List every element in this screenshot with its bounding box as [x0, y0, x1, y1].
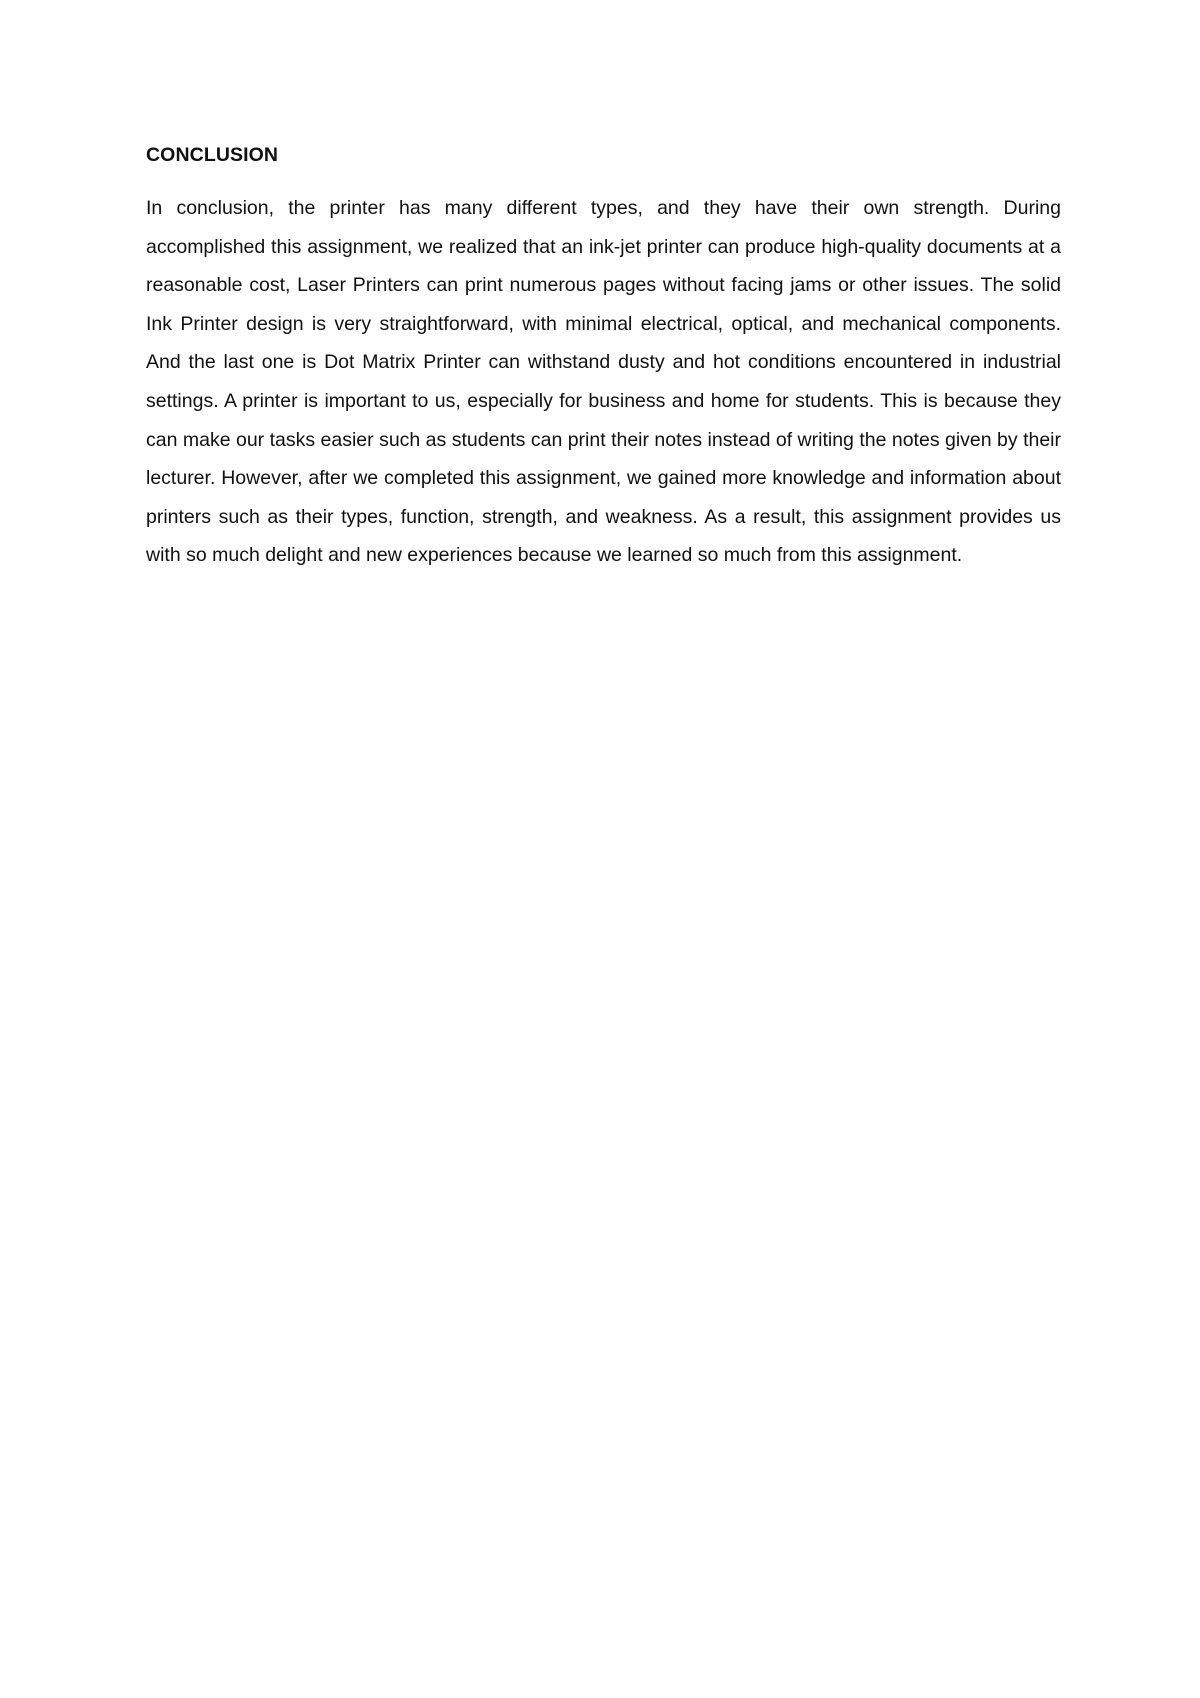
page-content: [146, 144, 1061, 575]
section-heading: CONCLUSION: [146, 144, 279, 166]
conclusion-paragraph: In conclusion, the printer has many different types, and they have their own strength. During accomplished this assignment, we realized that an ink-jet printer can produce high-quality documents at a reasonable cost, Laser Printers can print numerous pages without facing jams or other issues. The solid Ink Printer design is very straightforward, with minimal electrical, optical, and mechanical components. And the last one is Dot Matrix Printer can withstand dusty and hot conditions encountered in industrial settings. A printer is important to us, especially for business and home for students. This is because they can make our tasks easier such as students can print their notes instead of writing the notes given by their lecturer. However, after we completed this assignment, we gained more knowledge and information about printers such as their types, function, strength, and weakness. As a result, this assignment provides us with so much delight and new experiences because we learned so much from this assignment.: [146, 197, 1061, 567]
